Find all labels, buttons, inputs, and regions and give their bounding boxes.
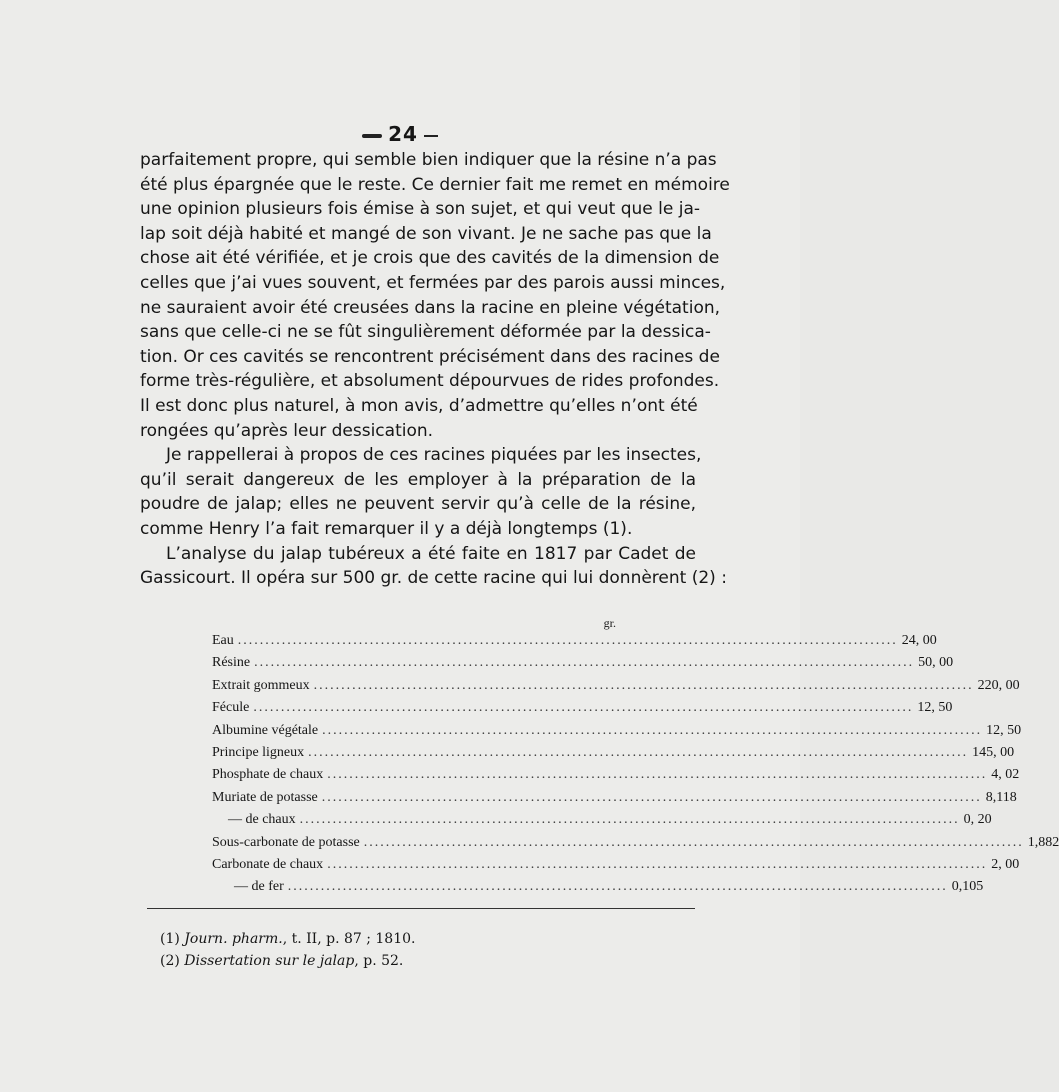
text-line: comme Henry l’a fait remarquer il y a déjà longtemps (1).: [140, 518, 633, 539]
table-row-value: 4, 02: [991, 767, 1020, 783]
table-row-name: Sous-carbonate de potasse: [212, 834, 360, 850]
text-line: forme très-régulière, et absolument dépourvues de rides profondes.: [140, 371, 720, 392]
table-row-name: Phosphate de chaux: [212, 767, 324, 783]
text-line: Gassicourt. Il opéra sur 500 gr. de cette racine qui lui donnèrent (2) :: [140, 568, 727, 589]
text-line: une opinion plusieurs fois émise à son sujet, et qui veut que le ja-: [140, 199, 701, 220]
leader-dots: ........................................................................................................................: [327, 856, 988, 872]
table-row: [212, 876, 984, 898]
table-row-value: 0, 20: [963, 812, 992, 828]
table-row: [212, 742, 1015, 764]
footnotes: [160, 928, 415, 972]
footnote: [160, 928, 415, 950]
table-row-name: Carbonate de chaux: [212, 856, 324, 872]
text-line: chose ait été vérifiée, et je crois que des cavités de la dimension de: [140, 248, 720, 269]
page-number: [0, 122, 800, 146]
table-row-name: Principe ligneux: [212, 744, 305, 760]
text-line: Il est donc plus naturel, à mon avis, d’admettre qu’elles n’ont été: [140, 395, 698, 416]
table-row-name: Fécule: [212, 700, 250, 716]
text-line: celles que j’ai vues souvent, et fermées par des parois aussi minces,: [140, 272, 726, 293]
text-line: tion. Or ces cavités se rencontrent précisément dans des racines de: [140, 346, 720, 367]
table-row: [212, 832, 1059, 854]
table-row-value: 0,105: [951, 879, 984, 895]
table-row: [212, 809, 992, 831]
leader-dots: ........................................................................................................................: [308, 744, 969, 760]
leader-dots: ........................................................................................................................: [253, 700, 914, 716]
text-line: poudre de jalap; elles ne peuvent servir qu’à celle de la résine,: [140, 494, 696, 515]
footnote-rule: [147, 908, 695, 909]
ornament-icon: [362, 134, 382, 138]
table-row-name: Muriate de potasse: [212, 789, 318, 805]
text-line: lap soit déjà habité et mangé de son vivant. Je ne sache pas que la: [140, 223, 712, 244]
footnote-marker: (2): [160, 953, 180, 969]
text-line: rongées qu’après leur dessication.: [140, 420, 434, 441]
page-number-text: 24: [388, 122, 418, 146]
leader-dots: ........................................................................................................................: [313, 677, 974, 693]
text-line: L’analyse du jalap tubéreux a été faite en 1817 par Cadet de: [166, 543, 696, 564]
table-row: [212, 630, 937, 652]
table-row-value: 50, 00: [918, 655, 954, 671]
table-row: [212, 787, 1017, 809]
table-row: [212, 720, 1022, 742]
table-row-name: Eau: [212, 633, 234, 648]
table-row-name: Résine: [212, 655, 251, 671]
table-row-value: 145, 00: [972, 744, 1015, 760]
footnote-rest: , p. 52.: [354, 953, 404, 969]
text-line: qu’il serait dangereux de les employer à la préparation de la: [140, 469, 696, 490]
table-row-name: — de chaux: [228, 812, 296, 828]
table-row: [212, 675, 1020, 697]
table-row-value: 12, 50: [986, 722, 1022, 738]
leader-dots: ........................................................................................................................: [327, 767, 988, 783]
table-row: [212, 652, 954, 674]
table-rows: [212, 630, 1059, 899]
leader-dots: ........................................................................................................................: [363, 834, 1024, 850]
table-row-name: — de fer: [234, 879, 284, 895]
dash-icon: [424, 135, 438, 137]
text-line: Je rappellerai à propos de ces racines piquées par les insectes,: [166, 445, 702, 466]
footnote-rest: , t. II, p. 87 ; 1810.: [282, 931, 416, 947]
leader-dots: ........................................................................................................................: [287, 879, 948, 895]
text-line: ne sauraient avoir été creusées dans la racine en pleine végétation,: [140, 297, 721, 318]
leader-dots: ........................................................................................................................: [322, 722, 983, 738]
table-row-name: Extrait gommeux: [212, 677, 310, 693]
footnote: [160, 950, 415, 972]
table-row-value: 2, 00: [991, 856, 1020, 872]
table-row-value: 8,118: [985, 789, 1017, 805]
table-row-value: 24, 00: [901, 633, 937, 648]
footnote-title: Journ. pharm.: [184, 931, 283, 947]
table-row: [212, 697, 953, 719]
leader-dots: ........................................................................................................................: [237, 633, 898, 648]
leader-dots: ........................................................................................................................: [299, 812, 960, 828]
analysis-table: [212, 616, 1059, 899]
table-row-value: 1,882: [1027, 834, 1059, 850]
leader-dots: ........................................................................................................................: [254, 655, 915, 671]
table-row: [212, 764, 1020, 786]
leader-dots: ........................................................................................................................: [321, 789, 982, 805]
table-unit: gr.: [603, 616, 616, 630]
table-row-name: Albumine végétale: [212, 722, 319, 738]
footnote-marker: (1): [160, 931, 180, 947]
table-row-value: 220, 00: [977, 677, 1020, 693]
table-row-value: 12, 50: [917, 700, 953, 716]
footnote-title: Dissertation sur le jalap: [184, 953, 355, 969]
text-line: parfaitement propre, qui semble bien indiquer que la résine n’a pas: [140, 150, 717, 170]
body-text: [140, 148, 730, 591]
table-row: [212, 854, 1020, 876]
text-line: été plus épargnée que le reste. Ce dernier fait me remet en mémoire: [140, 174, 730, 195]
text-line: sans que celle-ci ne se fût singulièrement déformée par la dessica-: [140, 322, 711, 343]
